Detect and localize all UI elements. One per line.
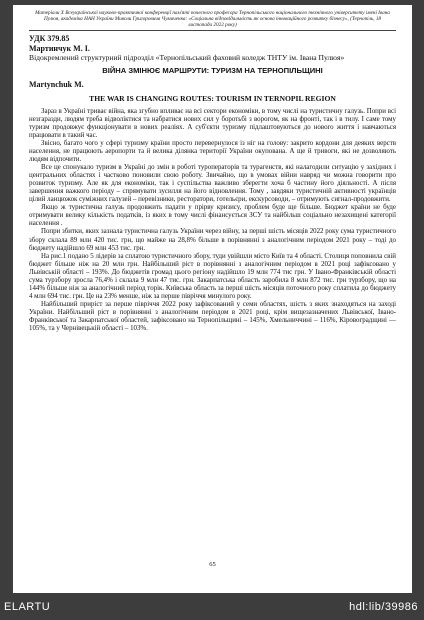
repository-label: ELARTU [4, 601, 51, 613]
author-name-uk: Мартинчук М. І. [29, 43, 90, 53]
article-title-uk: ВІЙНА ЗМІНЮЄ МАРШРУТИ: ТУРИЗМ НА ТЕРНОПІЛЬЩИНІ [102, 66, 323, 76]
body-paragraph: Звісно, багато чого у сфері туризму країни просто перевернулося із ніг на голову: закрито кордони для деяких верств населення, не працюють аеропорти та й велика ділянка території України окупована. А ще й тривоги, які не дозволяють людям відпочити. [29, 139, 396, 164]
handle-identifier: hdl:lib/39986 [349, 601, 418, 613]
article-title-en: THE WAR IS CHANGING ROUTES: TOURISM IN TERNOPIL REGION [89, 93, 336, 103]
conference-header: Матеріали Х Всеукраїнської науково-практичної конференції пам'яті почесного професора Тернопільського національного технічного університету імені Івана Пулюя, академіка НАН України Миколи Григоровича Чумаченка: «Соціальна відповідальність як основа інноваційного розвитку бізнесу», (Тернопіль, 18 листопада 2022 року) [35, 10, 390, 29]
udk-code: УДК 379.85 [29, 34, 70, 44]
body-paragraph: Зараз в Україні триває війна, яка згубно впливає на всі сектори економіки, в тому числі на туристичну галузь. Попри всі незгаразди, людям треба відволіктися та набратися нових сил у боротьбі з ворогом, як на фронті, так і в тилу. І саме тому туризм продовжує функціонувати в нових реаліях. А суб'єкти туризму підлаштовуються до нового життя і навчаються працювати в такий час. [29, 107, 396, 139]
body-paragraph: Найбільший приріст за перше півріччя 2022 року зафіксований у семи областях, шість з яких знаходяться на заході України. Найбільший ріст в порівнянні з аналогічним періодом в 2021 році, крім вищезазначених Львівської, Івано-Франківської та Закарпатської областей, зафіксовано на Тернопільщині – 145%, Хмельниччині – 116%, Кіровоградщині — 105%, та у Чернівецькій області – 103%. [29, 300, 396, 333]
article-body [29, 108, 396, 333]
body-paragraph: Все це спонукало туризм в Україні до змін в роботі туроператорів та турагенств, які налагодили ситуацію у західних і центральних областях і частково поновили свою роботу. Звичайно, що в умовах війни навряд чи можна говорити про розвиток туризму. Але як для економіки, так і суспільства важливо зберегти хоча б частину його діяльності. А після завершення важкого періоду – спрямувати зусилля на його відновлення. Тому , завдяки туристичній активності українців цілий ланцюжок суміжних галузей – перевізники, ресторатори, готельєри, екскурсоводи, – отримують сигнал-продовжити. [29, 164, 396, 204]
author-affiliation: Відокремлений структурний підрозділ «Тернопільський фаховий коледж ТНТУ ім. Івана Пулюя» [29, 53, 345, 63]
page-number: 65 [209, 561, 216, 568]
author-name-en: Martynchuk M. [29, 80, 84, 90]
body-paragraph: Якщо ж туристична галузь продовжить падати у прірву кризису, проблем буде ще більше. Бюджет країни не буде отримувати велику кількість податків, із яких в тому числі фінансується ЗСУ та найбільш соціально незахищені категорії населення . [29, 204, 396, 228]
header-divider [29, 30, 396, 31]
document-page [13, 5, 412, 593]
body-paragraph: На рис.1 подано 5 лідерів за сплатою туристичного збору, туди увійшли місто Київ та 4 області. Столиця поповнила свій бюджет більше ніж на 20 млн грн. Найбільший ріст в порівнянні з аналогічним періодом в 2021 році зафіксовано у Львівській області – 193%. До бюджетів громад цього регіону надійшло 19 млн 774 тис грн. У Івано-Франківській області сума турзбору зросла 76,4% і склала 9 млн 47 тис. грн. Закарпатська область заробила 8 млн 872 тис. грн турзбору, що на 144% більше ніж за аналогічний період торік. Київська область за перші шість місяців поточного року сплатила до бюджету 4 млн 694 тис. грн. Це на 23% менше, ніж за перше півріччя минулого року. [29, 252, 396, 300]
body-paragraph: Попри збитки, яких зазнала туристична галузь України через війну, за перші шість місяців 2022 року сума туристичного збору склала 89 млн 420 тис. грн, що майже на 28,8% більше в порівнянні з аналогічним періодом 2021 року – тоді до бюджету надійшло 69 млн 453 тис. грн. [29, 228, 396, 252]
